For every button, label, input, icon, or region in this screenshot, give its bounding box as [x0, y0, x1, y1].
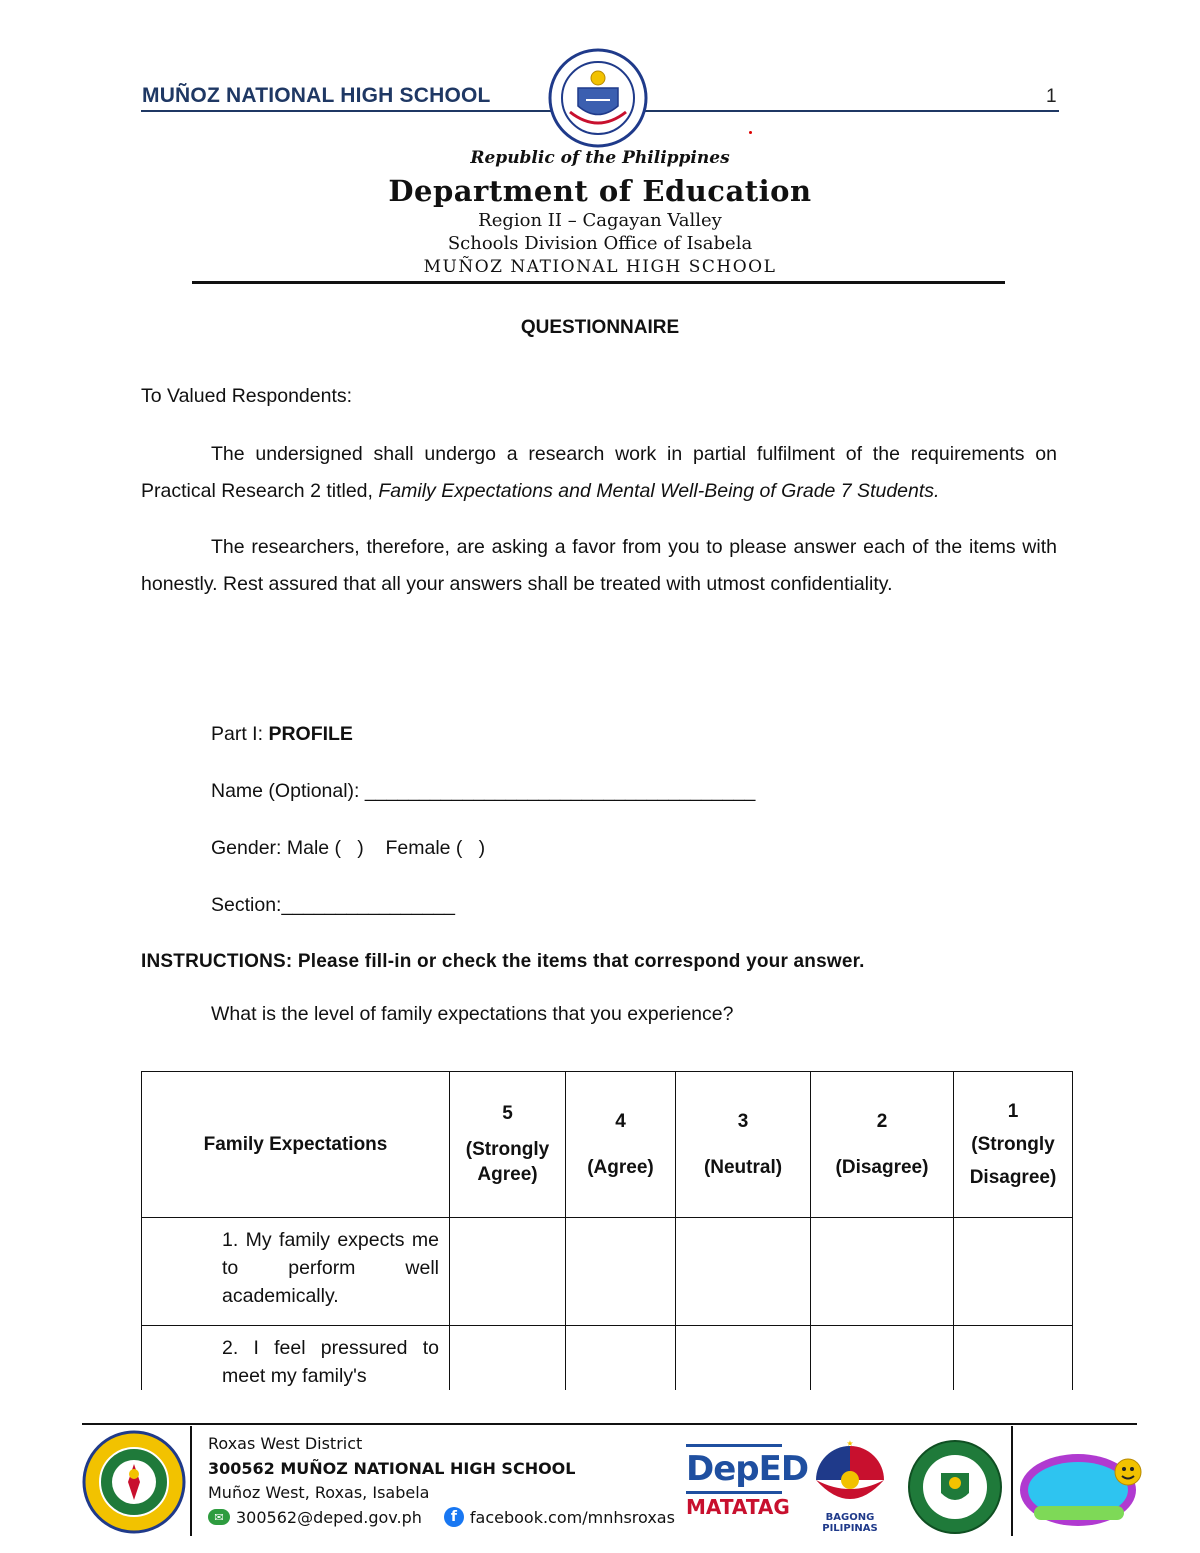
scale-2-label: (Disagree)	[835, 1156, 929, 1178]
name-blank-line[interactable]: ____________________________________	[364, 780, 756, 802]
checkbox-cell-item2-1[interactable]	[954, 1326, 1073, 1391]
table-row	[142, 1326, 1073, 1391]
section-field-row	[211, 894, 455, 917]
checkbox-cell-item1-3[interactable]	[676, 1218, 811, 1326]
scale-3-number: 3	[737, 1110, 749, 1132]
gender-field-row[interactable]: Gender: Male ( ) Female ( )	[211, 837, 486, 859]
facebook-icon: f	[444, 1507, 464, 1527]
footer-school-id: 300562 MUÑOZ NATIONAL HIGH SCHOOL	[208, 1459, 576, 1478]
division-seal-logo	[907, 1439, 1003, 1535]
letterhead-division: Schools Division Office of Isabela	[447, 233, 753, 254]
instructions: INSTRUCTIONS: Please fill-in or check the items that correspond your answer.	[141, 951, 865, 972]
checkbox-cell-item1-5[interactable]	[450, 1218, 566, 1326]
checkbox-cell-item1-4[interactable]	[566, 1218, 676, 1326]
deped-logo-bar	[686, 1444, 782, 1447]
bagong-pilipinas-emblem-icon	[798, 1438, 902, 1518]
part-heading	[211, 723, 353, 746]
red-dot-mark	[749, 131, 752, 134]
name-field-row	[211, 780, 755, 803]
footer-contacts	[208, 1507, 675, 1527]
item-2-text: 2. I feel pressured to meet my family's	[142, 1326, 450, 1391]
table-header-row	[142, 1072, 1073, 1218]
salutation: To Valued Respondents:	[141, 385, 353, 407]
bagong-pilipinas-logo	[798, 1438, 902, 1534]
matatag-text: MATATAG	[686, 1495, 790, 1519]
footer-email[interactable]: 300562@deped.gov.ph	[236, 1507, 422, 1527]
intro-text: The undersigned shall undergo a research work in partial fulfilment of the requirements on Practical Research 2 titled,	[141, 443, 1057, 502]
likert-table	[141, 1071, 1073, 1390]
checkbox-cell-item1-1[interactable]	[954, 1218, 1073, 1326]
header-scale-2	[811, 1072, 954, 1218]
footer-divider-left	[190, 1426, 192, 1536]
header-family-expectations: Family Expectations	[142, 1072, 450, 1218]
deped-matatag-logo	[686, 1442, 809, 1532]
letterhead-rule	[192, 281, 1005, 284]
mail-icon: ✉	[208, 1509, 230, 1525]
checkbox-cell-item2-2[interactable]	[811, 1326, 954, 1391]
school-seal-logo	[82, 1430, 186, 1534]
scale-5-label: (Strongly Agree)	[465, 1138, 550, 1186]
request-text: The researchers, therefore, are asking a favor from you to please answer each of the items with honestly. Rest assured that all your answers shall be treated with utmost confidentiality.	[141, 536, 1057, 595]
section-label: Section:	[211, 894, 282, 916]
scale-2-number: 2	[876, 1110, 888, 1132]
checkbox-cell-item2-5[interactable]	[450, 1326, 566, 1391]
header-scale-1	[954, 1072, 1073, 1218]
name-label: Name (Optional):	[211, 780, 365, 802]
scale-1-label: (Strongly Disagree)	[969, 1133, 1057, 1189]
part-label: Part I:	[211, 723, 269, 745]
letterhead-department: Department of Education	[388, 174, 812, 208]
scale-3-label: (Neutral)	[703, 1156, 783, 1178]
deped-seal-logo	[548, 48, 648, 148]
footer-rule	[82, 1423, 1137, 1425]
survey-question: What is the level of family expectations that you experience?	[211, 1003, 734, 1025]
header-scale-4	[566, 1072, 676, 1218]
ayos-munoz-logo	[1016, 1444, 1144, 1530]
research-title: Family Expectations and Mental Well-Being of Grade 7 Students.	[378, 480, 940, 502]
scale-4-label: (Agree)	[587, 1156, 654, 1178]
scale-5-number: 5	[502, 1103, 513, 1125]
letterhead-school: MUÑOZ NATIONAL HIGH SCHOOL	[423, 257, 777, 277]
bagong-pilipinas-text: BAGONG PILIPINAS	[822, 1512, 878, 1534]
footer-district: Roxas West District	[208, 1434, 363, 1453]
request-paragraph	[141, 529, 1057, 603]
deped-logo-text: DepED	[686, 1449, 809, 1489]
footer-address: Muñoz West, Roxas, Isabela	[208, 1483, 430, 1502]
checkbox-cell-item2-3[interactable]	[676, 1326, 811, 1391]
deped-logo-bar-2	[686, 1491, 782, 1494]
item-1-text: 1. My family expects me to perform well academically.	[142, 1218, 450, 1326]
header-scale-5	[450, 1072, 566, 1218]
footer-facebook[interactable]: facebook.com/mnhsroxas	[469, 1507, 675, 1527]
scale-4-number: 4	[615, 1110, 626, 1132]
section-blank-line[interactable]: ________________	[281, 894, 455, 916]
part-title: PROFILE	[268, 723, 353, 745]
letterhead-region: Region II – Cagayan Valley	[478, 210, 722, 231]
footer-divider-right	[1011, 1426, 1013, 1536]
svg-text:★: ★	[846, 1439, 854, 1448]
intro-paragraph	[141, 436, 1057, 510]
table-row	[142, 1218, 1073, 1326]
letterhead-republic: Republic of the Philippines	[470, 148, 730, 168]
page-number: 1	[1046, 86, 1057, 107]
checkbox-cell-item1-2[interactable]	[811, 1218, 954, 1326]
running-header-school-name: MUÑOZ NATIONAL HIGH SCHOOL	[142, 84, 491, 107]
page-title: QUESTIONNAIRE	[520, 317, 680, 338]
scale-1-number: 1	[1007, 1100, 1019, 1122]
checkbox-cell-item2-4[interactable]	[566, 1326, 676, 1391]
header-scale-3	[676, 1072, 811, 1218]
